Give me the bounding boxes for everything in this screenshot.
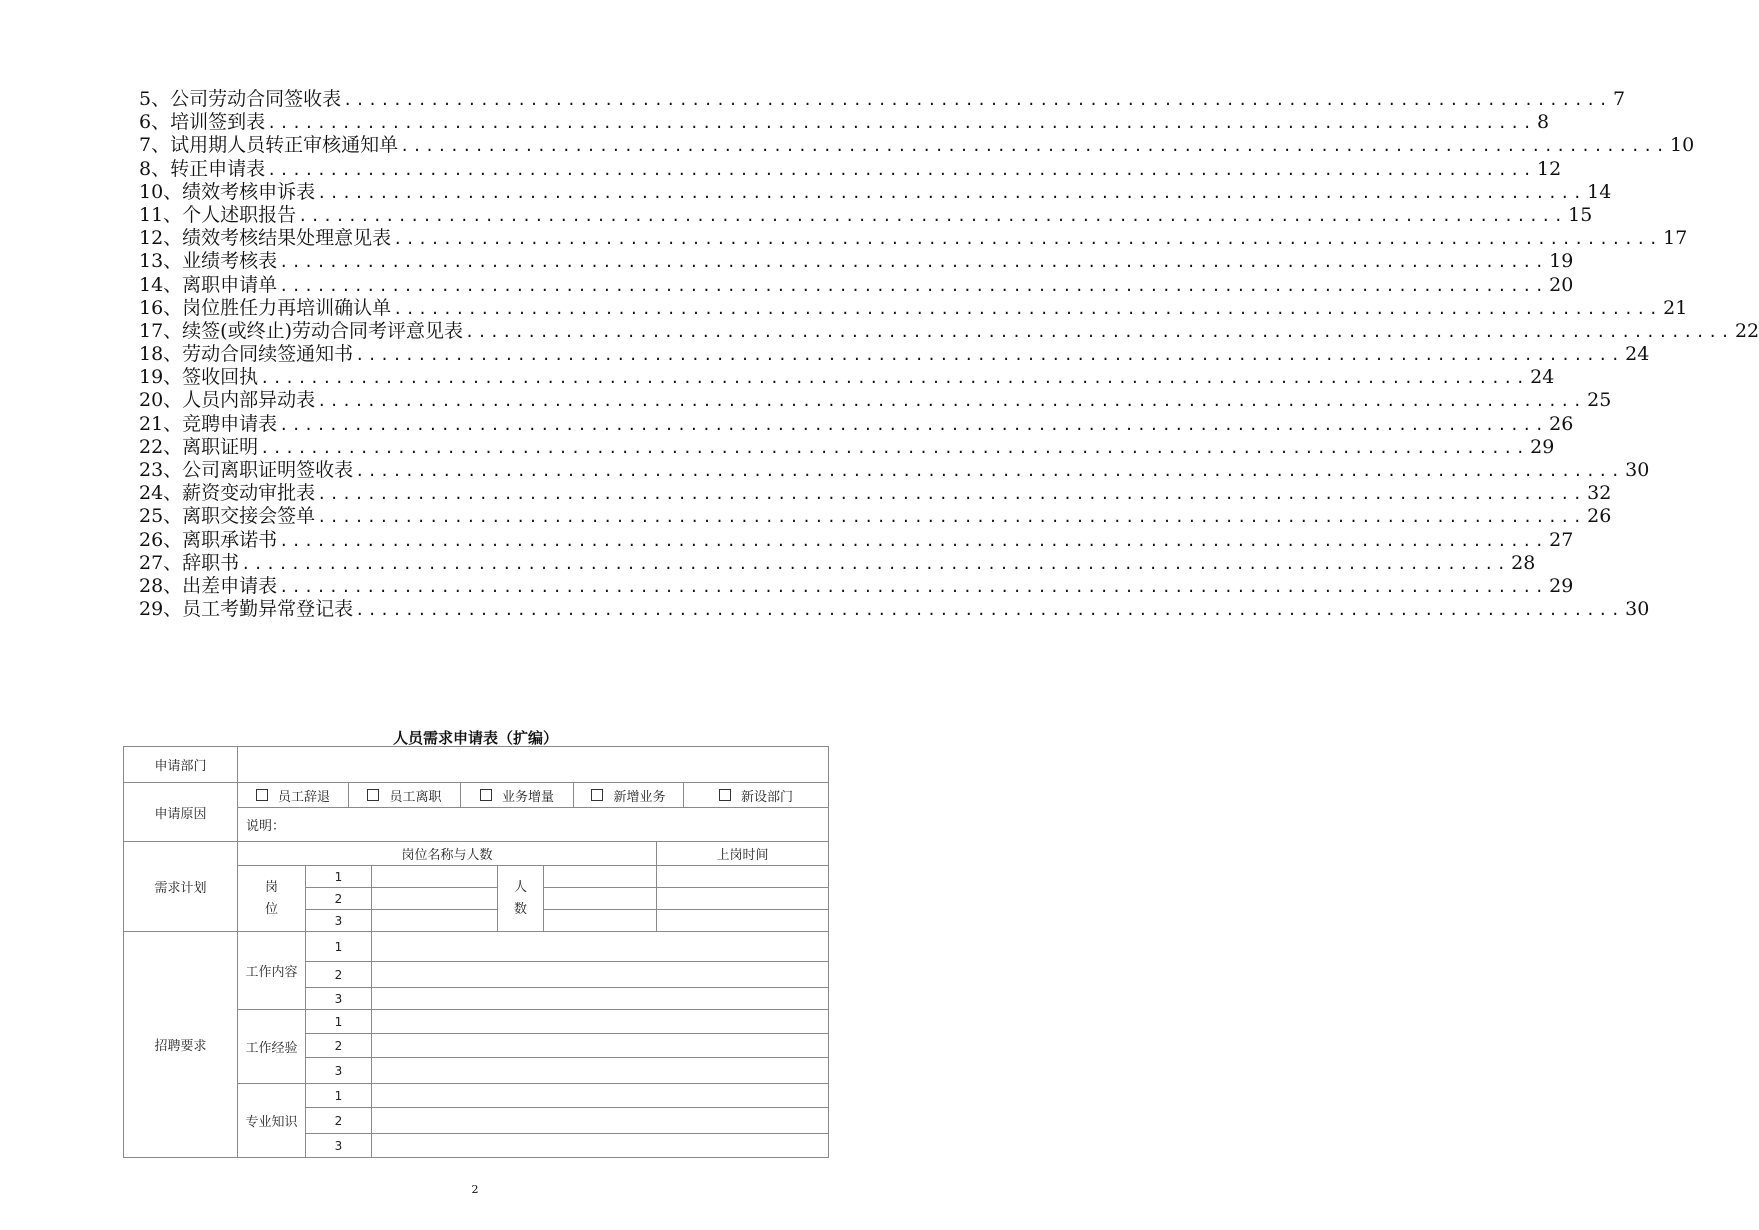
toc-entry-page: 25	[1587, 389, 1612, 412]
dot-leader: ......................................................................................................	[355, 346, 1624, 365]
dot-leader: ......................................................................................................	[355, 462, 1624, 480]
reason-option[interactable]: 新增业务	[574, 783, 684, 807]
toc-entry[interactable]	[139, 111, 1550, 134]
toc-entry-title: 25、离职交接会签单	[139, 505, 316, 528]
row-number: 2	[306, 1108, 372, 1134]
checkbox-icon[interactable]	[480, 789, 492, 801]
explain-label: 说明：	[246, 819, 286, 834]
toc-entry-page: 20	[1549, 273, 1574, 296]
reason-option[interactable]: 新设部门	[684, 783, 828, 807]
toc-entry-page: 32	[1587, 482, 1612, 505]
dot-leader: ......................................................................................................	[267, 160, 1536, 179]
toc-entry[interactable]	[139, 435, 1555, 459]
table-of-contents	[139, 88, 1759, 621]
reason-option[interactable]: 员工离职	[349, 783, 461, 807]
reason-option[interactable]: 业务增量	[461, 783, 574, 807]
toc-entry[interactable]	[139, 366, 1555, 389]
time-header: 上岗时间	[657, 842, 829, 866]
toc-entry-page: 24	[1625, 343, 1650, 366]
dot-leader: ......................................................................................................	[343, 91, 1612, 109]
reason-options	[238, 783, 828, 807]
pos-label: 岗 位	[238, 866, 306, 932]
row-number: 1	[306, 932, 372, 962]
dot-leader: ......................................................................................................	[400, 137, 1669, 156]
dot-leader: ......................................................................................................	[279, 415, 1548, 434]
dot-leader: ......................................................................................................	[317, 183, 1586, 202]
dot-leader: ......................................................................................................	[260, 438, 1529, 457]
toc-entry-title: 22、离职证明	[139, 435, 259, 458]
dot-leader: ......................................................................................................	[267, 114, 1536, 133]
toc-entry[interactable]	[139, 319, 1759, 343]
dot-leader: ......................................................................................................	[279, 276, 1548, 295]
checkbox-icon[interactable]	[367, 789, 379, 801]
position-name-input[interactable]	[372, 910, 498, 932]
requirement-input[interactable]	[372, 1084, 829, 1108]
dot-leader: ......................................................................................................	[317, 485, 1586, 504]
toc-entry-title: 13、业绩考核表	[139, 250, 278, 273]
toc-entry-title: 26、离职承诺书	[139, 528, 278, 551]
req-group-label: 专业知识	[238, 1084, 306, 1158]
dot-leader: ......................................................................................................	[298, 206, 1567, 225]
toc-entry-page: 30	[1625, 459, 1650, 481]
toc-entry[interactable]	[139, 157, 1562, 181]
toc-entry-title: 27、辞职书	[139, 551, 240, 574]
toc-entry-title: 17、续签(或终止)劳动合同考评意见表	[139, 319, 464, 342]
toc-entry[interactable]	[139, 505, 1612, 528]
row-number: 2	[306, 1034, 372, 1058]
toc-entry-title: 23、公司离职证明签收表	[139, 459, 354, 481]
row-number: 2	[306, 962, 372, 988]
dot-leader: ......................................................................................................	[279, 577, 1548, 596]
requirement-input[interactable]	[372, 1134, 829, 1158]
requirement-input[interactable]	[372, 1010, 829, 1034]
toc-entry-title: 19、签收回执	[139, 366, 259, 389]
headcount-input[interactable]	[544, 888, 657, 910]
row-number: 3	[306, 1134, 372, 1158]
start-time-input[interactable]	[657, 866, 829, 888]
toc-entry-title: 8、转正申请表	[139, 157, 266, 180]
toc-entry[interactable]	[139, 598, 1650, 621]
toc-entry-page: 12	[1537, 157, 1562, 180]
toc-entry-page: 28	[1511, 551, 1536, 574]
toc-entry-title: 5、公司劳动合同签收表	[139, 88, 342, 110]
toc-entry-page: 21	[1663, 296, 1688, 319]
requirement-input[interactable]	[372, 1034, 829, 1058]
toc-entry-page: 15	[1568, 203, 1593, 226]
toc-entry[interactable]	[139, 227, 1688, 250]
dot-leader: ......................................................................................................	[279, 531, 1548, 550]
explain-field[interactable]	[238, 808, 829, 842]
dot-leader: ......................................................................................................	[317, 392, 1586, 411]
requirement-input[interactable]	[372, 962, 829, 988]
toc-entry-page: 26	[1587, 505, 1612, 528]
toc-entry-page: 10	[1670, 134, 1695, 157]
row-number: 1	[306, 1010, 372, 1034]
reason-option[interactable]: 员工辞退	[238, 783, 349, 807]
start-time-input[interactable]	[657, 888, 829, 910]
headcount-input[interactable]	[544, 910, 657, 932]
page-number: 2	[471, 1183, 479, 1196]
toc-entry[interactable]	[139, 528, 1574, 552]
staffing-request-form	[123, 746, 829, 1158]
toc-entry[interactable]	[139, 482, 1612, 505]
toc-entry-page: 19	[1549, 250, 1574, 273]
toc-entry-title: 28、出差申请表	[139, 574, 278, 597]
row-number: 2	[306, 888, 372, 910]
toc-entry[interactable]	[139, 250, 1574, 273]
headcount-input[interactable]	[544, 866, 657, 888]
dot-leader: ......................................................................................................	[260, 369, 1529, 388]
row-number: 1	[306, 866, 372, 888]
dot-leader: ......................................................................................................	[393, 299, 1662, 318]
toc-entry-page: 27	[1549, 528, 1574, 551]
pos-header: 岗位名称与人数	[238, 842, 657, 866]
position-name-input[interactable]	[372, 888, 498, 910]
toc-entry[interactable]	[139, 389, 1612, 412]
row-number: 3	[306, 910, 372, 932]
dot-leader: ......................................................................................................	[317, 508, 1586, 527]
toc-entry-title: 18、劳动合同续签通知书	[139, 343, 354, 366]
toc-entry-page: 29	[1530, 435, 1555, 458]
req-group-label: 工作内容	[238, 932, 306, 1010]
plan-label: 需求计划	[124, 842, 238, 932]
requirement-input[interactable]	[372, 1058, 829, 1084]
toc-entry-page: 22	[1734, 319, 1759, 342]
dept-label: 申请部门	[124, 747, 238, 783]
toc-entry[interactable]	[139, 134, 1695, 157]
position-name-input[interactable]	[372, 866, 498, 888]
toc-entry[interactable]	[139, 551, 1536, 575]
row-number: 3	[306, 1058, 372, 1084]
toc-entry[interactable]	[139, 459, 1650, 482]
recruit-label: 招聘要求	[124, 932, 238, 1158]
dot-leader: ......................................................................................................	[355, 601, 1624, 620]
requirement-input[interactable]	[372, 988, 829, 1010]
toc-entry-page: 14	[1587, 180, 1612, 203]
toc-entry-page: 30	[1625, 598, 1650, 621]
toc-entry[interactable]	[139, 273, 1574, 297]
toc-entry[interactable]	[139, 88, 1626, 111]
toc-entry-page: 8	[1537, 111, 1550, 134]
checkbox-icon[interactable]	[591, 789, 603, 801]
toc-entry-title: 14、离职申请单	[139, 273, 278, 296]
count-label: 人 数	[498, 866, 544, 932]
toc-entry-title: 10、绩效考核申诉表	[139, 180, 316, 203]
toc-entry-title: 7、试用期人员转正审核通知单	[139, 134, 399, 157]
toc-entry[interactable]	[139, 203, 1593, 227]
dot-leader: ......................................................................................................	[393, 230, 1662, 249]
toc-entry[interactable]	[139, 412, 1574, 436]
reason-label: 申请原因	[124, 783, 238, 842]
toc-entry-title: 20、人员内部异动表	[139, 389, 316, 412]
toc-entry-title: 24、薪资变动审批表	[139, 482, 316, 505]
start-time-input[interactable]	[657, 910, 829, 932]
dept-input[interactable]	[238, 747, 829, 783]
row-number: 3	[306, 988, 372, 1010]
checkbox-icon[interactable]	[256, 789, 268, 801]
form-title: 人员需求申请表（扩编）	[392, 729, 558, 747]
toc-entry-title: 11、个人述职报告	[139, 203, 297, 226]
dot-leader: ......................................................................................................	[279, 253, 1548, 272]
req-group-label: 工作经验	[238, 1010, 306, 1084]
toc-entry-page: 17	[1663, 227, 1688, 250]
requirement-input[interactable]	[372, 932, 829, 962]
dot-leader: ......................................................................................................	[465, 322, 1733, 341]
toc-entry-title: 29、员工考勤异常登记表	[139, 598, 354, 621]
toc-entry-page: 7	[1613, 88, 1626, 110]
toc-entry-title: 6、培训签到表	[139, 111, 266, 134]
toc-entry-title: 16、岗位胜任力再培训确认单	[139, 296, 392, 319]
toc-entry[interactable]	[139, 180, 1612, 204]
toc-entry-title: 12、绩效考核结果处理意见表	[139, 227, 392, 250]
requirement-input[interactable]	[372, 1108, 829, 1134]
row-number: 1	[306, 1084, 372, 1108]
toc-entry-title: 21、竞聘申请表	[139, 412, 278, 435]
toc-entry[interactable]	[139, 343, 1650, 366]
toc-entry-page: 26	[1549, 412, 1574, 435]
toc-entry-page: 29	[1549, 574, 1574, 597]
toc-entry-page: 24	[1530, 366, 1555, 389]
toc-entry[interactable]	[139, 296, 1688, 320]
toc-entry[interactable]	[139, 574, 1574, 598]
dot-leader: ......................................................................................................	[241, 554, 1510, 573]
checkbox-icon[interactable]	[719, 789, 731, 801]
